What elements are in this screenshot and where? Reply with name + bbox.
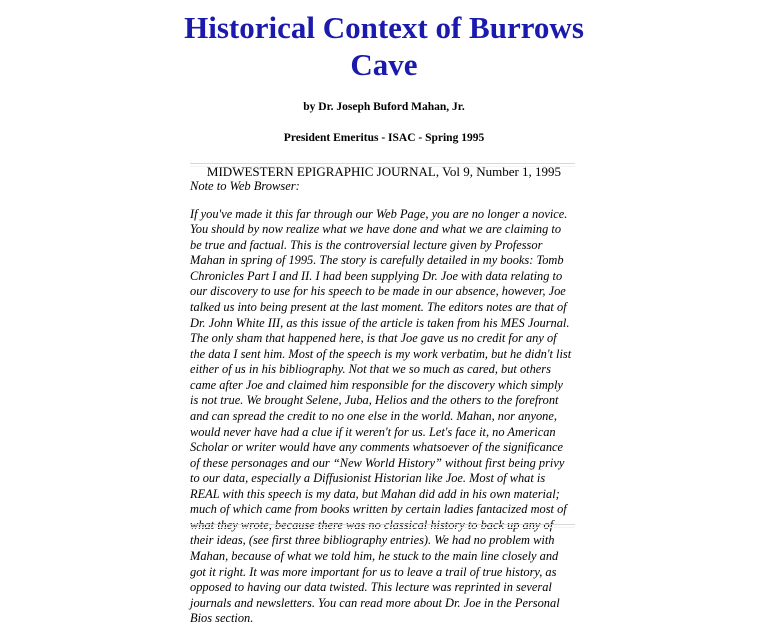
page-title-line-1: Historical Context of Burrows [184,10,584,45]
document-body [190,179,574,627]
note-body-paragraph: If you've made it this far through our Web Page, you are no longer a novice. You should by now realize what we have done and what we are claiming to be true and factual. This is the controversial lecture given by Professor Mahan in spring of 1995. The story is carefully detailed in my books: Tomb Chronicles Part I and II. I had been supplying Dr. Joe with data relating to our discovery to use for his speech to be made in our absence, however, Joe talked us into being present at the last moment. The editors notes are that of Dr. John White III, as this issue of the article is taken from his MES Journal. The only sham that happened here, is that Joe gave us no credit for any of the data I sent him. Most of the speech is my work verbatim, but he didn't list either of us in his bibliography. Not that we so much as cared, but others came after Joe and claimed him responsible for the discovery which simply is not true. We brought Selene, Juba, Helios and the others to the forefront and can spread the credit to no one else in the world. Mahan, nor anyone, would never have had a clue if it weren't for us. Let's face it, no American Scholar or writer would have any comments whatsoever of the significance of these personages and our “New World History” without first being privy to our data, especially a Diffusionist Historian like Joe. Most of what is REAL with this speech is my data, but Mahan did add in his own material; much of which came from books written by certain ladies fantacized most of what they wrote, because there was no classical history to back up any of their ideas, (see first three bibliography entries). We had no problem with Mahan, because of what we told him, he stuck to the main line closely and got it right. It was more important for us to leave a trail of true history, as opposed to having our data twisted. This lecture was reprinted in several journals and newsletters. You can read more about Dr. Joe in the Personal Bios section. [190,206,572,626]
note-label: Note to Web Browser: [190,179,300,193]
author-affiliation: President Emeritus - ISAC - Spring 1995 [283,131,485,144]
page-title [169,10,599,83]
horizontal-rule-bottom [190,524,575,528]
document-header [0,0,768,179]
horizontal-rule-top [190,163,575,167]
journal-citation: MIDWESTERN EPIGRAPHIC JOURNAL, Vol 9, Number 1, 1995 [206,163,562,179]
author-byline: by Dr. Joseph Buford Mahan, Jr. [303,101,465,114]
page-title-line-2: Cave [350,46,418,82]
